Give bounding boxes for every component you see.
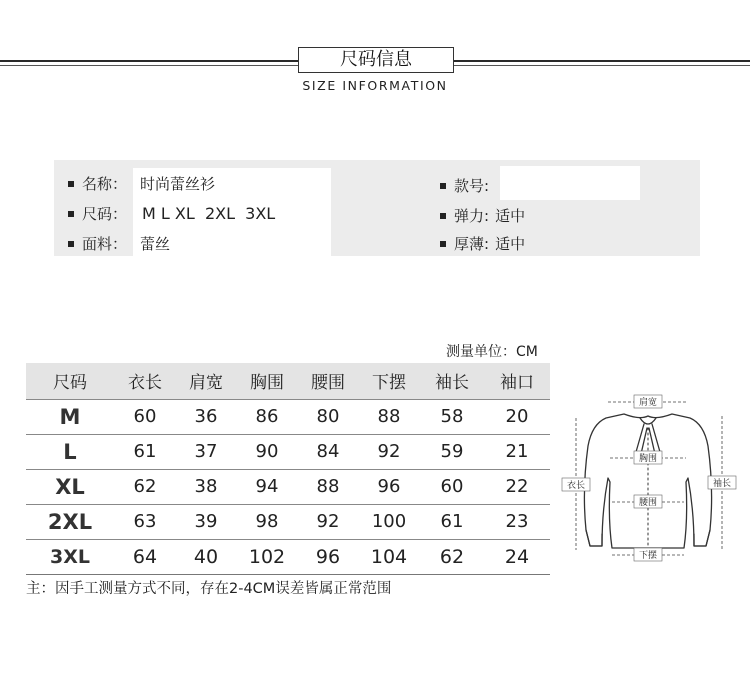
table-cell: 92 [377,441,401,462]
info-value-thickness: 适中 [495,235,526,253]
column-header: 袖长 [420,363,484,399]
table-cell: 39 [194,511,218,532]
cuff-right [694,530,710,546]
table-cell: 62 [133,476,157,497]
info-row-style-no [440,176,495,196]
info-row-fabric [68,234,127,254]
table-row [26,469,550,504]
table-cell: 60 [440,476,464,497]
size-cell: 2XL [47,509,93,534]
page-title: 尺码信息 [298,47,454,73]
blouse-measurement-diagram [548,380,750,570]
table-cell: 21 [505,441,529,462]
table-cell: 90 [255,441,279,462]
info-value-elasticity: 适中 [495,207,526,225]
table-cell: 88 [377,406,401,427]
column-header: 胸围 [236,363,298,399]
table-row [26,539,550,574]
info-label: 名称： [82,175,128,193]
shoulder-label: 肩宽 [638,398,658,408]
table-cell: 80 [316,406,340,427]
info-row-thickness [440,234,525,254]
info-label: 款号: [454,177,490,195]
length-label: 衣长 [566,481,586,491]
chest-label: 胸围 [638,454,658,464]
column-header: 腰围 [298,363,358,399]
info-label: 弹力: [454,207,490,225]
bullet-icon [440,213,446,219]
cuff-left [586,530,602,546]
column-header: 下摆 [358,363,420,399]
table-row [26,434,550,469]
info-value-fabric: 蕾丝 [140,235,171,253]
size-cell: L [63,439,77,464]
info-value-size: M L XL 2XL 3XL [142,204,276,223]
page-subtitle: SIZE INFORMATION [302,78,448,93]
bullet-icon [68,241,74,247]
header-rule-left-bottom [0,65,298,66]
size-table [26,363,550,575]
header-rule-left-top [0,60,298,62]
table-cell: 92 [316,511,340,532]
info-row-name [68,174,127,194]
column-header: 肩宽 [176,363,236,399]
table-cell: 38 [194,476,218,497]
header-rule-right-bottom [454,65,750,66]
table-cell: 84 [316,441,340,462]
table-cell: 23 [505,511,529,532]
table-cell: 102 [248,545,286,568]
table-cell: 61 [440,511,464,532]
table-cell: 100 [371,511,407,532]
info-value-box-right [500,166,640,200]
table-row [26,504,550,539]
size-cell: XL [55,474,85,499]
bullet-icon [68,211,74,217]
table-cell: 98 [255,511,279,532]
sleeve-label: 袖长 [712,479,732,489]
table-cell: 88 [316,476,340,497]
info-label: 厚薄: [454,235,490,253]
table-cell: 96 [315,545,341,568]
unit-note: 测量单位：CM [446,344,538,360]
info-value-name: 时尚蕾丝衫 [140,175,216,193]
info-row-elasticity [440,206,525,226]
table-cell: 94 [255,476,279,497]
table-cell: 22 [505,476,529,497]
footnote: 主：因手工测量方式不同，存在2-4CM误差皆属正常范围 [26,581,392,597]
info-label: 尺码： [82,205,128,223]
header-rule-right-top [454,60,750,62]
table-cell: 104 [370,545,408,568]
table-cell: 37 [194,441,218,462]
table-cell: 59 [440,441,464,462]
hem-label: 下摆 [638,551,658,561]
column-header: 衣长 [114,363,176,399]
bullet-icon [440,183,446,189]
table-cell: 60 [133,406,157,427]
table-cell: 24 [504,545,530,568]
table-cell: 63 [133,511,157,532]
table-cell: 40 [193,545,219,568]
table-cell: 20 [505,406,529,427]
info-label: 面料： [82,235,128,253]
size-cell: M [59,404,81,429]
table-cell: 36 [194,406,218,427]
size-cell: 3XL [50,545,90,568]
waist-label: 腰围 [638,498,658,508]
column-header: 尺码 [26,363,114,399]
table-row [26,399,550,434]
table-cell: 61 [133,441,157,462]
table-cell: 64 [132,545,158,568]
table-cell: 96 [377,476,401,497]
table-cell: 86 [255,406,279,427]
table-header-row [26,363,550,399]
info-row-size [68,204,127,224]
column-header: 袖口 [484,363,550,399]
bullet-icon [68,181,74,187]
bullet-icon [440,241,446,247]
table-cell: 58 [440,406,464,427]
table-cell: 62 [439,545,465,568]
